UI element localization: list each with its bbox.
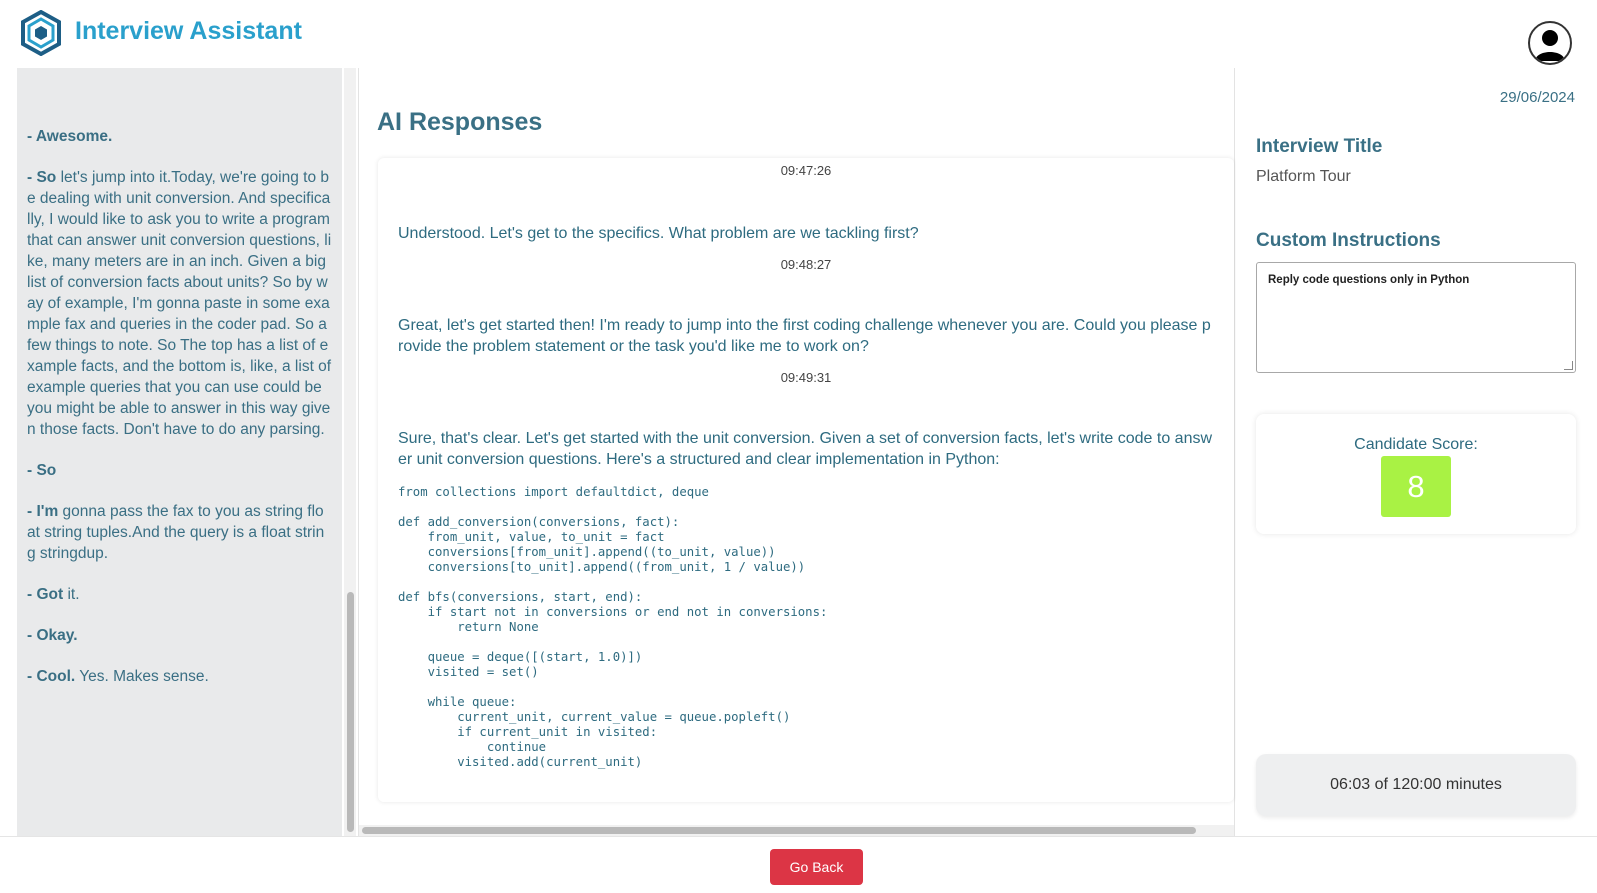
ai-responses-list[interactable]: [378, 158, 1234, 802]
custom-instructions-label: Custom Instructions: [1256, 230, 1441, 251]
responses-horizontal-scrollbar-thumb[interactable]: [362, 827, 1196, 834]
go-back-button[interactable]: Go Back: [770, 849, 863, 885]
transcript-message: - Okay.: [27, 627, 78, 644]
resize-handle-icon[interactable]: [1564, 361, 1573, 370]
app-header: [0, 0, 1597, 68]
ai-response: [378, 257, 1234, 357]
interview-details-panel: [1236, 68, 1597, 836]
response-timestamp: 09:49:31: [780, 370, 832, 385]
candidate-score-badge: 8: [1381, 456, 1451, 517]
interview-date: 29/06/2024: [1499, 89, 1575, 106]
transcript-message: - So let's jump into it.Today, we're going to be dealing with unit conversion. And specifically, I would like to ask you to write a program that can answer unit conversion questions, like, many meters are in an inch. Given a big list of conversion facts about units? So by way of example, I'm gonna paste in some example fax and queries in the coder pad. So a few things to note. So The top has a list of example facts, and the bottom is, like, a list of example queries that you can use could be you might be able to answer in this way given those facts. Don't have to do any parsing.: [27, 169, 332, 438]
app-title: Interview Assistant: [75, 17, 302, 45]
logo-icon: [20, 10, 62, 56]
candidate-score-card: [1256, 414, 1576, 534]
candidate-score-label: Candidate Score:: [1354, 436, 1478, 453]
ai-responses-title: AI Responses: [377, 108, 543, 136]
transcript-panel[interactable]: [17, 68, 342, 836]
response-code-block: from collections import defaultdict, deque def add_conversion(conversions, fact): from_unit, value, to_unit = fact conversions[from_unit].append((to_unit, value)) conversions[to_unit].append((from_unit, 1 / value)) def bfs(conversions, start, end): if start not in conversions or end not in conversions: return None queue = deque([(start, 1.0)]) visited = set() while queue: current_unit, current_value = queue.popleft() if current_unit in visited: continue visited.add(current_unit): [398, 485, 828, 769]
transcript-message: - I'm gonna pass the fax to you as string float string tuples.And the query is a float string stringdup.: [27, 503, 325, 562]
transcript-scrollbar-thumb[interactable]: [347, 592, 354, 832]
response-text: Understood. Let's get to the specifics. What problem are we tackling first?: [398, 225, 919, 242]
footer: [0, 836, 1597, 893]
response-timestamp: 09:47:26: [780, 163, 832, 178]
ai-responses-panel: [358, 68, 1235, 836]
response-text: Sure, that's clear. Let's get started with the unit conversion. Given a set of conversion facts, let's write code to answer unit conversion questions. Here's a structured and clear implementation in Python:: [398, 430, 1213, 468]
ai-response: [378, 163, 1234, 244]
response-timestamp: 09:48:27: [780, 257, 832, 272]
transcript-list: [27, 126, 332, 707]
response-text: Great, let's get started then! I'm ready to jump into the first coding challenge whenever you are. Could you please provide the problem statement or the task you'd like me to work on?: [398, 317, 1211, 355]
interview-title-label: Interview Title: [1256, 136, 1383, 157]
user-avatar[interactable]: [1528, 21, 1572, 65]
custom-instructions-text: Reply code questions only in Python: [1268, 274, 1470, 286]
ai-response: [378, 370, 1234, 770]
user-icon: [1530, 23, 1570, 63]
transcript-message: - Got it.: [27, 586, 80, 603]
transcript-message: - Awesome.: [27, 128, 113, 145]
custom-instructions-input[interactable]: [1256, 262, 1576, 373]
transcript-message: - So: [27, 462, 57, 479]
interview-timer: 06:03 of 120:00 minutes: [1256, 754, 1576, 816]
transcript-message: - Cool. Yes. Makes sense.: [27, 668, 209, 685]
interview-title-value: Platform Tour: [1256, 168, 1351, 185]
